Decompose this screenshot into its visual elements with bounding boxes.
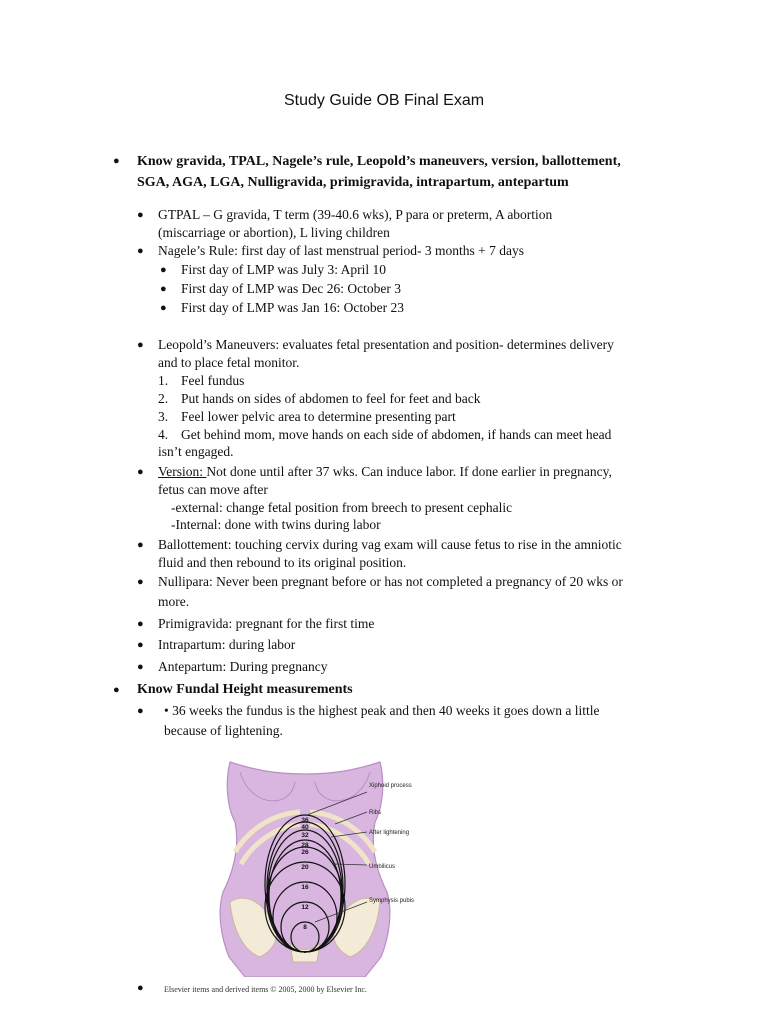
item-fundal-cont: because of lightening. [164, 723, 283, 738]
bullet: ● [137, 639, 144, 651]
label-after-lightening: After lightening [369, 830, 410, 836]
bullet: ● [113, 684, 120, 696]
label-ribs: Ribs [369, 810, 382, 816]
heading-know-terms: Know gravida, TPAL, Nagele’s rule, Leopold’s maneuvers, version, ballottement, [137, 154, 621, 169]
fundal-ring-label: 16 [301, 884, 309, 891]
fundal-ring-label: 12 [301, 904, 309, 911]
fundal-ring-label: 36 [301, 817, 309, 824]
bullet: ● [160, 264, 167, 276]
bullet: ● [160, 283, 167, 295]
label-xiphoid: Xiphoid process [369, 783, 412, 789]
step-4-cont: isn’t engaged. [158, 444, 234, 459]
step-1: Feel fundus [181, 373, 245, 388]
item-gtpal-cont: (miscarriage or abortion), L living children [158, 225, 390, 240]
bullet: ● [113, 155, 120, 167]
label-umbilicus: Umbilicus [369, 864, 396, 870]
bullet: ● [137, 661, 144, 673]
heading-know-terms-cont: SGA, AGA, LGA, Nulligravida, primigravida, intrapartum, antepartum [137, 175, 569, 190]
fundal-ring-label: 32 [301, 832, 309, 839]
fundal-ring-label: 40 [301, 824, 309, 831]
step-4: Get behind mom, move hands on each side of abdomen, if hands can meet head [181, 427, 612, 442]
item-leopold: Leopold’s Maneuvers: evaluates fetal presentation and position- determines delivery [158, 337, 614, 352]
step-2: Put hands on sides of abdomen to feel for feet and back [181, 391, 481, 406]
bullet: ● [137, 466, 144, 478]
item-fundal: • 36 weeks the fundus is the highest peak and then 40 weeks it goes down a little [164, 703, 600, 718]
bullet: ● [137, 618, 144, 630]
fundal-ring-label: 20 [301, 864, 309, 871]
item-ballottement: Ballottement: touching cervix during vag exam will cause fetus to rise in the amniotic [158, 537, 622, 552]
bullet: ● [137, 339, 144, 351]
item-lmp-3: First day of LMP was Jan 16: October 23 [181, 300, 404, 315]
bullet: ● [137, 539, 144, 551]
fundal-ring-label: 8 [303, 924, 307, 931]
item-primigravida: Primigravida: pregnant for the first time [158, 616, 375, 631]
step-number: 4. [158, 427, 169, 442]
item-version-internal: -Internal: done with twins during labor [171, 517, 381, 532]
page-title: Study Guide OB Final Exam [283, 92, 485, 109]
item-nullipara: Nullipara: Never been pregnant before or has not completed a pregnancy of 20 wks or [158, 574, 623, 589]
item-leopold-cont: and to place fetal monitor. [158, 355, 300, 370]
heading-fundal-height: Know Fundal Height measurements [137, 682, 353, 697]
step-number: 1. [158, 373, 169, 388]
item-nagele: Nagele’s Rule: first day of last menstrual period- 3 months + 7 days [158, 243, 525, 258]
step-number: 2. [158, 391, 169, 406]
bullet: ● [137, 209, 144, 221]
fundal-height-diagram [195, 752, 420, 977]
item-gtpal: GTPAL – G gravida, T term (39-40.6 wks), P para or preterm, A abortion [158, 207, 553, 222]
item-ballottement-cont: fluid and then rebound to its original position. [158, 555, 407, 570]
item-lmp-1: First day of LMP was July 3: April 10 [181, 262, 387, 277]
item-antepartum: Antepartum: During pregnancy [158, 659, 328, 674]
item-intrapartum: Intrapartum: during labor [158, 637, 296, 652]
figure-credit: Elsevier items and derived items © 2005, 2000 by Elsevier Inc. [164, 985, 367, 994]
label-symphysis: Symphysis pubis [369, 898, 415, 904]
fundal-ring-label: 28 [301, 842, 309, 849]
version-label: Version: [158, 464, 207, 479]
bullet: ● [137, 245, 144, 257]
fundal-ring-label: 26 [301, 849, 309, 856]
bullet: ● [160, 302, 167, 314]
bullet: ● [137, 705, 144, 717]
item-lmp-2: First day of LMP was Dec 26: October 3 [181, 281, 401, 296]
item-version-cont: fetus can move after [158, 482, 268, 497]
item-nullipara-cont: more. [158, 594, 190, 609]
step-3: Feel lower pelvic area to determine presenting part [181, 409, 456, 424]
version-text: Not done until after 37 wks. Can induce labor. If done earlier in pregnancy, [206, 464, 612, 479]
item-version-external: -external: change fetal position from breech to present cephalic [171, 500, 513, 515]
step-number: 3. [158, 409, 169, 424]
bullet: ● [137, 982, 144, 994]
item-version [158, 463, 612, 481]
bullet: ● [137, 576, 144, 588]
